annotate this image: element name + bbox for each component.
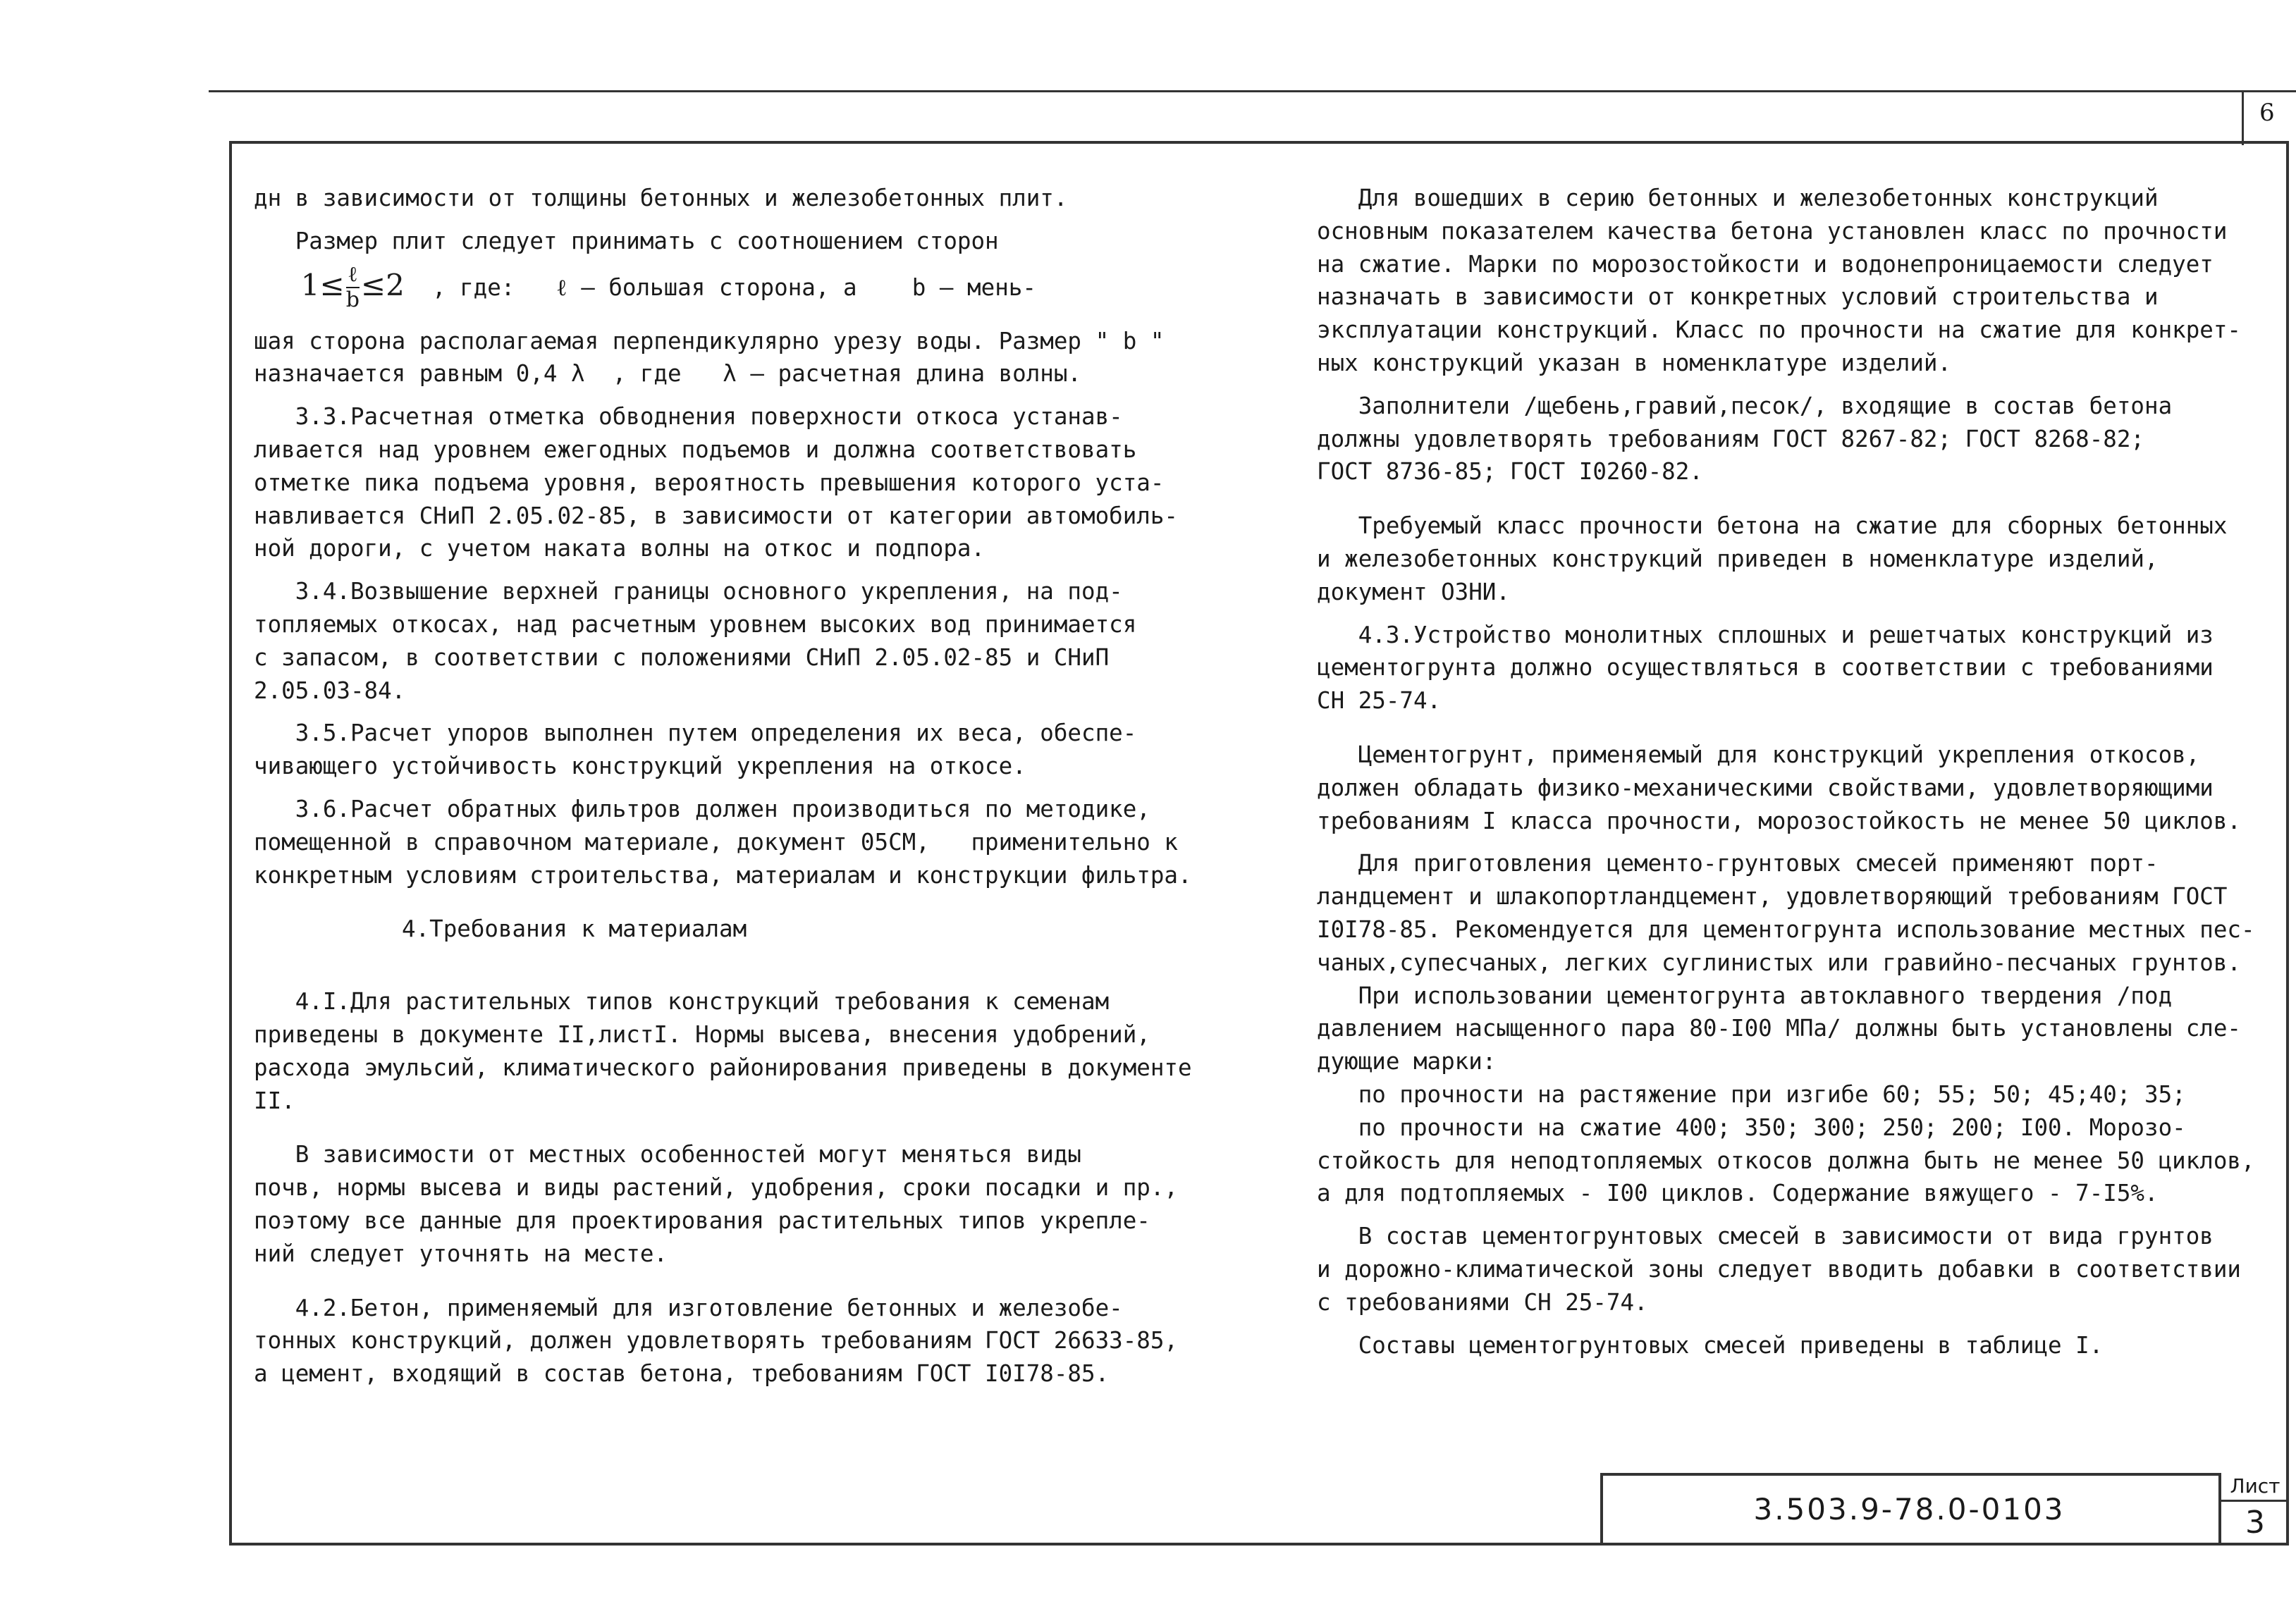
section-4-1-line: II.: [254, 1087, 295, 1114]
section-4-1-line: 4.I.Для растительных типов конструкций требования к семенам: [254, 988, 1110, 1016]
additives-line: с требованиями СН 25-74.: [1317, 1288, 1648, 1316]
local-conditions-line: поэтому все данные для проектирования растительных типов укрепле-: [254, 1207, 1150, 1234]
mix-preparation-line: I0I78-85. Рекомендуется для цементогрунта использование местных пес-: [1317, 915, 2255, 943]
sheet-divider: [2218, 1500, 2289, 1502]
aggregates-line: Заполнители /щебень,гравий,песок/, входящие в состав бетона: [1317, 392, 2173, 419]
sheet-number: 3: [2245, 1505, 2265, 1541]
section-3-3-line: ливается над уровнем ежегодных подъемов и должна соответствовать: [254, 436, 1137, 463]
section-3-5-line: 3.5.Расчет упоров выполнен путем определения их веса, обеспе-: [254, 720, 1137, 747]
right-column: [1317, 182, 2255, 1362]
corner-page-number: 6: [2259, 99, 2275, 127]
additives-line: В состав цементогрунтовых смесей в зависимости от вида грунтов: [1317, 1223, 2214, 1250]
mix-preparation-line: по прочности на растяжение при изгибе 60; 55; 50; 45;40; 35;: [1317, 1080, 2186, 1108]
section-4-1-line: расхода эмульсий, климатического районирования приведены в документе: [254, 1054, 1192, 1081]
formula-fraction: [345, 261, 360, 312]
left-paragraph: дн в зависимости от толщины бетонных и железобетонных плит.: [254, 185, 1068, 211]
additives-line: и дорожно-климатической зоны следует вводить добавки в соответствии: [1317, 1255, 2241, 1283]
left-paragraph: Размер плит следует принимать с соотношением сторон: [254, 227, 999, 254]
sheet-label: Лист: [2230, 1474, 2280, 1498]
required-class-line: документ ОЗНИ.: [1317, 578, 1510, 605]
section-3-3-line: 3.3.Расчетная отметка обводнения поверхности откоса устанав-: [254, 403, 1123, 431]
ratio-formula: [254, 258, 1184, 315]
mix-preparation-line: При использовании цементогрунта автоклавного твердения /под: [1317, 982, 2173, 1009]
section-4-3-line: цементогрунта должно осуществляться в соответствии с требованиями: [1317, 654, 2214, 681]
section-3-4-line: топляемых откосах, над расчетным уровнем высоких вод принимается: [254, 610, 1137, 638]
aggregates-line: должны удовлетворять требованиям ГОСТ 8267-82; ГОСТ 8268-82;: [1317, 425, 2144, 452]
section-3-6-line: помещенной в справочном материале, документ 05СМ, применительно к: [254, 828, 1178, 856]
section-3-4-line: с запасом, в соответствии с положениями СНиП 2.05.02-85 и СНиП: [254, 643, 1110, 671]
document-code: 3.503.9-78.0-0103: [1753, 1492, 2065, 1526]
mix-preparation-line: а для подтопляемых - I00 циклов. Содержание вяжущего - 7-I5%.: [1317, 1180, 2159, 1207]
left-paragraph-line: шая сторона располагаемая перпендикулярно урезу воды. Размер " b ": [254, 327, 1165, 354]
concrete-class-line: Для вошедших в серию бетонных и железобетонных конструкций: [1317, 185, 2159, 211]
formula-text: , где: ℓ – большая сторона, а b – мень-: [404, 273, 1036, 301]
left-column: [254, 182, 1192, 1390]
soil-cement-line: должен обладать физико-механическими свойствами, удовлетворяющими: [1317, 774, 2214, 801]
section-3-3-line: ной дороги, с учетом наката волны на откос и подпора.: [254, 535, 986, 562]
section-4-2-line: а цемент, входящий в состав бетона, требованиям ГОСТ I0I78-85.: [254, 1360, 1110, 1388]
aggregates-line: ГОСТ 8736-85; ГОСТ I0260-82.: [1317, 458, 1703, 486]
mix-preparation-line: давлением насыщенного пара 80-I00 МПа/ должны быть установлены сле-: [1317, 1015, 2241, 1042]
section-4-2-line: тонных конструкций, должен удовлетворять требованиям ГОСТ 26633-85,: [254, 1327, 1178, 1355]
concrete-class-line: основным показателем качества бетона установлен класс по прочности: [1317, 217, 2228, 245]
local-conditions-line: ний следует уточнять на месте.: [254, 1240, 668, 1267]
formula-lhs: 1≤: [300, 267, 345, 302]
local-conditions-line: В зависимости от местных особенностей могут меняться виды: [254, 1141, 1081, 1168]
section-4-3-line: 4.3.Устройство монолитных сплошных и решетчатых конструкций из: [1317, 621, 2214, 648]
mix-preparation-line: Для приготовления цементо-грунтовых смесей применяют порт-: [1317, 850, 2159, 877]
section-heading: 4.Требования к материалам: [402, 915, 747, 943]
soil-cement-line: требованиям I класса прочности, морозостойкость не менее 50 циклов.: [1317, 807, 2241, 834]
mix-preparation-line: стойкость для неподтопляемых откосов должна быть не менее 50 циклов,: [1317, 1147, 2255, 1174]
table-reference-line: Составы цементогрунтовых смесей приведены в таблице I.: [1317, 1331, 2104, 1359]
concrete-class-line: ных конструкций указан в номенклатуре изделий.: [1317, 349, 1952, 376]
left-paragraph-line: назначается равным 0,4 λ , где λ – расчетная длина волны.: [254, 360, 1081, 388]
concrete-class-line: назначать в зависимости от конкретных условий строительства и: [1317, 283, 2159, 311]
corner-divider: [2242, 90, 2244, 145]
concrete-class-line: эксплуатации конструкций. Класс по прочности на сжатие для конкрет-: [1317, 316, 2241, 344]
formula-rhs: ≤2: [360, 267, 405, 302]
mix-preparation-line: дующие марки:: [1317, 1048, 1497, 1075]
section-4-1-line: приведены в документе II,листI. Нормы высева, внесения удобрений,: [254, 1020, 1150, 1048]
section-4-2-line: 4.2.Бетон, применяемый для изготовление бетонных и железобе-: [254, 1294, 1123, 1321]
section-4-3-line: СН 25-74.: [1317, 687, 1442, 715]
top-rule: [209, 90, 2296, 92]
section-3-6-line: 3.6.Расчет обратных фильтров должен производиться по методике,: [254, 795, 1150, 822]
mix-preparation-line: чаных,супесчаных, легких суглинистых или гравийно-песчаных грунтов.: [1317, 949, 2241, 976]
section-3-6-line: конкретным условиям строительства, материалам и конструкции фильтра.: [254, 861, 1192, 889]
section-3-5-line: чивающего устойчивость конструкций укрепления на откосе.: [254, 753, 1026, 780]
fraction-numerator: ℓ: [348, 261, 358, 287]
required-class-line: Требуемый класс прочности бетона на сжатие для сборных бетонных: [1317, 512, 2228, 540]
section-3-3-line: навливается СНиП 2.05.02-85, в зависимости от категории автомобиль-: [254, 502, 1178, 529]
section-3-4-line: 3.4.Возвышение верхней границы основного укрепления, на под-: [254, 578, 1123, 605]
soil-cement-line: Цементогрунт, применяемый для конструкций укрепления откосов,: [1317, 741, 2200, 768]
section-3-4-line: 2.05.03-84.: [254, 677, 406, 704]
concrete-class-line: на сжатие. Марки по морозостойкости и водонепроницаемости следует: [1317, 250, 2214, 278]
section-3-3-line: отметке пика подъема уровня, вероятность превышения которого уста-: [254, 469, 1165, 496]
mix-preparation-line: по прочности на сжатие 400; 350; 300; 250; 200; I00. Морозо-: [1317, 1113, 2186, 1141]
required-class-line: и железобетонных конструкций приведен в номенклатуре изделий,: [1317, 545, 2159, 572]
local-conditions-line: почв, нормы высева и виды растений, удобрения, сроки посадки и пр.,: [254, 1174, 1178, 1202]
mix-preparation-line: ландцемент и шлакопортландцемент, удовлетворяющий требованиям ГОСТ: [1317, 883, 2228, 911]
fraction-denominator: b: [345, 287, 360, 312]
